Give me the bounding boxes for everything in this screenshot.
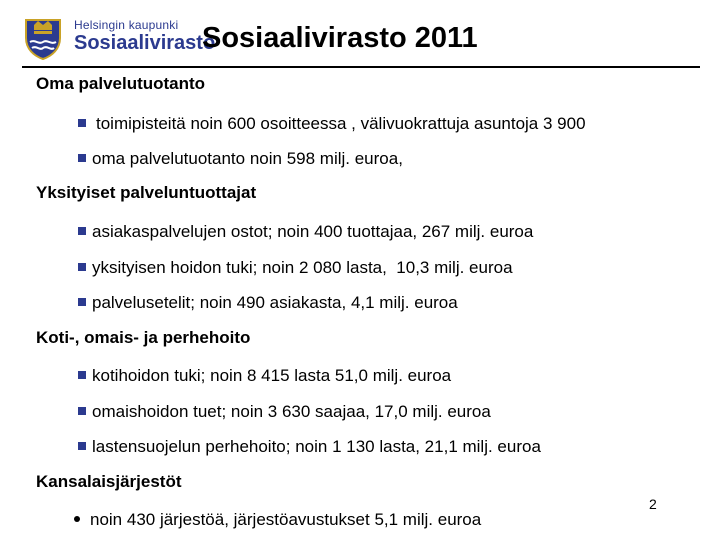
section-heading-yksityiset-palveluntuottajat: Yksityiset palveluntuottajat — [36, 183, 257, 202]
helsinki-crest-icon — [22, 16, 64, 60]
list-item-text: kotihoidon tuki; noin 8 415 lasta 51,0 milj. euroa — [92, 366, 452, 385]
list-item — [78, 293, 458, 313]
list-item — [78, 437, 541, 457]
section-heading-oma-palvelutuotanto: Oma palvelutuotanto — [36, 74, 206, 93]
list-item-text: omaishoidon tuet; noin 3 630 saajaa, 17,0 milj. euroa — [92, 402, 491, 421]
square-bullet-icon — [78, 371, 86, 379]
section-heading-kansalaisjarjestot: Kansalaisjärjestöt — [36, 472, 182, 491]
logo — [22, 14, 216, 62]
square-bullet-icon — [78, 227, 86, 235]
list-item — [74, 510, 481, 530]
list-item — [78, 258, 513, 278]
logo-department-name: Sosiaalivirasto — [74, 32, 216, 54]
list-item-text: noin 430 järjestöä, järjestöavustukset 5,1 milj. euroa — [90, 510, 482, 529]
square-bullet-icon — [78, 407, 86, 415]
round-bullet-icon — [74, 516, 80, 522]
list-item-text: palvelusetelit; noin 490 asiakasta, 4,1 milj. euroa — [92, 293, 458, 312]
list-item — [78, 114, 586, 134]
list-item-text: asiakaspalvelujen ostot; noin 400 tuottajaa, 267 milj. euroa — [92, 222, 534, 241]
list-item-text: lastensuojelun perhehoito; noin 1 130 lasta, 21,1 milj. euroa — [92, 437, 541, 456]
list-item-text: oma palvelutuotanto noin 598 milj. euroa, — [92, 149, 403, 168]
slide-title: Sosiaalivirasto 2011 — [202, 22, 478, 54]
square-bullet-icon — [78, 263, 86, 271]
square-bullet-icon — [78, 298, 86, 306]
page-number: 2 — [649, 496, 657, 512]
list-item — [78, 402, 491, 422]
square-bullet-icon — [78, 442, 86, 450]
list-item-text: yksityisen hoidon tuki; noin 2 080 lasta, 10,3 milj. euroa — [92, 258, 513, 277]
square-bullet-icon — [78, 154, 86, 162]
list-item-text: toimipisteitä noin 600 osoitteessa , välivuokrattuja asuntoja 3 900 — [96, 114, 586, 133]
list-item — [78, 222, 533, 242]
logo-city-name: Helsingin kaupunki — [74, 18, 179, 32]
list-item — [78, 149, 403, 169]
list-item — [78, 366, 451, 386]
section-heading-koti-omais-perhehoito: Koti-, omais- ja perhehoito — [36, 328, 251, 347]
title-divider — [22, 66, 700, 68]
square-bullet-icon — [78, 119, 86, 127]
